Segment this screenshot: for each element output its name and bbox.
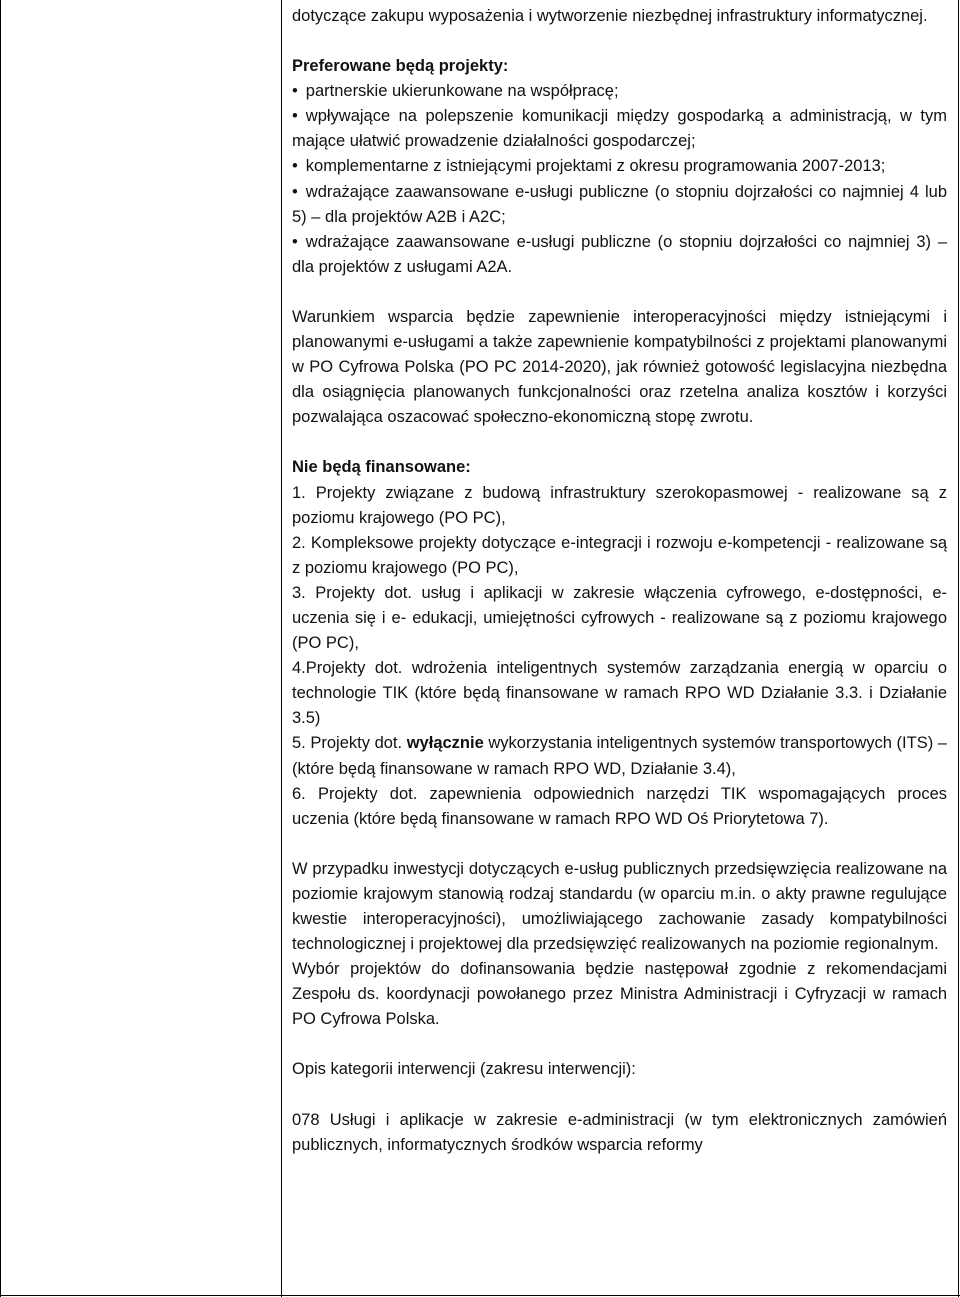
table-left-border <box>0 0 1 1297</box>
table-bottom-border <box>0 1295 960 1296</box>
support-condition: Warunkiem wsparcia będzie zapewnienie interoperacyjności między istniejącymi i planowanymi e-usługami a także zapewnienie kompatybilności z projektami planowanymi w PO Cyfrowa Polska (PO PC 2014-2020), jak również gotowość legislacyjna niezbędna dla osiągnięcia planowanych funkcjonalności oraz rzetelna analiza kosztów i korzyści pozwalająca oszacować społeczno-ekonomiczną stopę zwrotu. <box>292 307 947 427</box>
preferred-heading: Preferowane będą projekty: <box>292 57 509 76</box>
preferred-item: • wdrażające zaawansowane e-usługi publiczne (o stopniu dojrzałości co najmniej 4 lub 5) – dla projektów A2B i A2C; <box>292 180 947 230</box>
national-standard-text: W przypadku inwestycji dotyczących e-usług publicznych przedsięwzięcia realizowane na poziomie krajowym stanowią rodzaj standardu (w oparciu m.in. o akty prawne regulujące kwestie interoperacyjności), umożliwiającego zachowanie zasady kompatybilności technologicznej i projektowej dla przedsięwzięć realizowanych na poziomie regionalnym. <box>292 859 947 954</box>
item5-rest: wykorzystania inteligentnych systemów transportowych (ITS) – (które będą finansowane w ramach RPO WD, Działanie 3.4), <box>292 734 947 778</box>
document-body <box>292 4 947 1158</box>
preferred-item: • wdrażające zaawansowane e-usługi publiczne (o stopniu dojrzałości co najmniej 3) – dla projektów z usługami A2A. <box>292 230 947 280</box>
not-financed-item: 1. Projekty związane z budową infrastruktury szerokopasmowej - realizowane są z poziomu krajowego (PO PC), <box>292 483 947 527</box>
project-selection-text: Wybór projektów do dofinansowania będzie następował zgodnie z rekomendacjami Zespołu ds. koordynacji powołanego przez Ministra Administracji i Cyfryzacji w ramach PO Cyfrowa Polska. <box>292 960 947 1029</box>
preferred-item: • wpływające na polepszenie komunikacji między gospodarką a administracją, w tym mające ułatwić prowadzenie działalności gospodarczej; <box>292 104 947 154</box>
not-financed-heading: Nie będą finansowane: <box>292 458 471 477</box>
preferred-item: • partnerskie ukierunkowane na współpracę; <box>292 79 947 104</box>
not-financed-item: 4.Projekty dot. wdrożenia inteligentnych systemów zarządzania energią w oparciu o technologie TIK (które będą finansowane w ramach RPO WD Działanie 3.3. i Działanie 3.5) <box>292 659 947 728</box>
item5-prefix: 5. Projekty dot. <box>292 734 403 753</box>
table-right-border <box>958 0 959 1297</box>
not-financed-item: 3. Projekty dot. usług i aplikacji w zakresie włączenia cyfrowego, e-dostępności, e-uczenia się i e- edukacji, umiejętności cyfrowych - realizowane są z poziomu krajowego (PO PC), <box>292 583 947 653</box>
intro-text: dotyczące zakupu wyposażenia i wytworzenie niezbędnej infrastruktury informatycznej. <box>292 7 928 25</box>
not-financed-item: 2. Kompleksowe projekty dotyczące e-integracji i rozwoju e-kompetencji - realizowane są z poziomu krajowego (PO PC), <box>292 533 947 577</box>
preferred-item: • komplementarne z istniejącymi projektami z okresu programowania 2007-2013; <box>292 154 947 179</box>
not-financed-item: 6. Projekty dot. zapewnienia odpowiednich narzędzi TIK wspomagających proces uczenia (które będą finansowane w ramach RPO WD Oś Priorytetowa 7). <box>292 784 947 828</box>
not-financed-item <box>292 731 947 781</box>
category-heading: Opis kategorii interwencji (zakresu interwencji): <box>292 1060 636 1079</box>
item5-emphasis: wyłącznie <box>406 734 484 753</box>
category-text: 078 Usługi i aplikacje w zakresie e-administracji (w tym elektronicznych zamówień publicznych, informatycznych środków wsparcia reformy <box>292 1110 947 1154</box>
column-divider <box>281 0 282 1297</box>
